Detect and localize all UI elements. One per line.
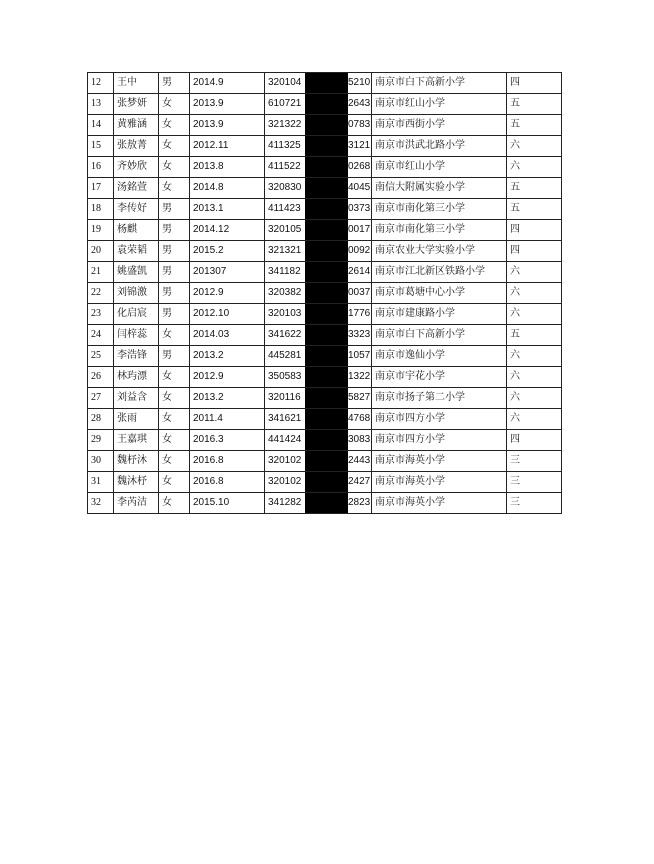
school-name: 南京市宇花小学	[372, 367, 507, 388]
id-suffix: 5827	[348, 392, 371, 403]
grade-level: 四	[507, 241, 562, 262]
school-name: 南京市南化第三小学	[372, 220, 507, 241]
enrollment-date: 201307	[190, 262, 265, 283]
school-name: 南京市红山小学	[372, 157, 507, 178]
id-number	[265, 367, 372, 388]
id-number	[265, 388, 372, 409]
enrollment-date: 2014.8	[190, 178, 265, 199]
grade-level: 六	[507, 367, 562, 388]
table-row	[88, 262, 562, 283]
row-number: 21	[88, 262, 114, 283]
student-name: 闫梓蕊	[114, 325, 159, 346]
student-gender: 男	[159, 304, 190, 325]
id-prefix: 341282	[268, 497, 302, 508]
redaction-block	[305, 409, 348, 429]
grade-level: 六	[507, 157, 562, 178]
school-name: 南京市建康路小学	[372, 304, 507, 325]
grade-level: 五	[507, 325, 562, 346]
redaction-block	[305, 241, 348, 261]
enrollment-date: 2015.10	[190, 493, 265, 514]
enrollment-date: 2015.2	[190, 241, 265, 262]
id-suffix: 0017	[348, 224, 371, 235]
grade-level: 六	[507, 388, 562, 409]
id-number	[265, 199, 372, 220]
table-row	[88, 241, 562, 262]
id-prefix: 445281	[268, 350, 302, 361]
student-gender: 女	[159, 136, 190, 157]
enrollment-date: 2016.3	[190, 430, 265, 451]
enrollment-date: 2013.8	[190, 157, 265, 178]
row-number: 17	[88, 178, 114, 199]
student-gender: 男	[159, 262, 190, 283]
redaction-block	[305, 430, 348, 450]
school-name: 南京市白下高新小学	[372, 73, 507, 94]
id-suffix: 1776	[348, 308, 371, 319]
table-row	[88, 178, 562, 199]
student-gender: 男	[159, 346, 190, 367]
grade-level: 五	[507, 178, 562, 199]
id-prefix: 320102	[268, 476, 302, 487]
student-gender: 男	[159, 73, 190, 94]
student-gender: 男	[159, 199, 190, 220]
student-name: 魏杼沐	[114, 451, 159, 472]
row-number: 30	[88, 451, 114, 472]
table-row	[88, 94, 562, 115]
table-row	[88, 73, 562, 94]
school-name: 南京市扬子第二小学	[372, 388, 507, 409]
student-gender: 男	[159, 283, 190, 304]
grade-level: 六	[507, 409, 562, 430]
id-suffix: 3083	[348, 434, 371, 445]
id-number	[265, 178, 372, 199]
id-prefix: 320102	[268, 455, 302, 466]
id-suffix: 1057	[348, 350, 371, 361]
enrollment-date: 2016.8	[190, 472, 265, 493]
row-number: 14	[88, 115, 114, 136]
student-name: 刘锦激	[114, 283, 159, 304]
grade-level: 六	[507, 346, 562, 367]
student-name: 刘益含	[114, 388, 159, 409]
student-gender: 男	[159, 220, 190, 241]
school-name: 南京市葛塘中心小学	[372, 283, 507, 304]
student-gender: 女	[159, 94, 190, 115]
grade-level: 五	[507, 94, 562, 115]
id-suffix: 0268	[348, 161, 371, 172]
id-number	[265, 73, 372, 94]
row-number: 25	[88, 346, 114, 367]
grade-level: 四	[507, 430, 562, 451]
redaction-block	[305, 94, 348, 114]
grade-level: 五	[507, 199, 562, 220]
id-number	[265, 262, 372, 283]
id-prefix: 320103	[268, 308, 302, 319]
enrollment-date: 2012.10	[190, 304, 265, 325]
id-prefix: 320104	[268, 77, 302, 88]
school-name: 南京市四方小学	[372, 409, 507, 430]
roster-body	[88, 73, 562, 514]
id-number	[265, 346, 372, 367]
id-number	[265, 157, 372, 178]
enrollment-date: 2013.9	[190, 94, 265, 115]
enrollment-date: 2014.03	[190, 325, 265, 346]
grade-level: 六	[507, 262, 562, 283]
row-number: 22	[88, 283, 114, 304]
redaction-block	[305, 388, 348, 408]
redaction-block	[305, 262, 348, 282]
id-suffix: 2823	[348, 497, 371, 508]
table-row	[88, 157, 562, 178]
student-name: 齐妙欣	[114, 157, 159, 178]
student-gender: 女	[159, 157, 190, 178]
row-number: 15	[88, 136, 114, 157]
student-gender: 男	[159, 241, 190, 262]
grade-level: 四	[507, 73, 562, 94]
school-name: 南京市南化第三小学	[372, 199, 507, 220]
table-row	[88, 115, 562, 136]
table-row	[88, 451, 562, 472]
id-prefix: 341621	[268, 413, 302, 424]
student-gender: 女	[159, 367, 190, 388]
row-number: 20	[88, 241, 114, 262]
redaction-block	[305, 178, 348, 198]
table-row	[88, 409, 562, 430]
grade-level: 三	[507, 493, 562, 514]
grade-level: 五	[507, 115, 562, 136]
student-gender: 女	[159, 472, 190, 493]
table-row	[88, 325, 562, 346]
student-name: 黄雅涵	[114, 115, 159, 136]
student-name: 林玙漂	[114, 367, 159, 388]
redaction-block	[305, 346, 348, 366]
id-number	[265, 451, 372, 472]
id-number	[265, 472, 372, 493]
student-name: 王中	[114, 73, 159, 94]
school-name: 南京市西街小学	[372, 115, 507, 136]
id-suffix: 2614	[348, 266, 371, 277]
id-suffix: 2643	[348, 98, 371, 109]
id-suffix: 4768	[348, 413, 371, 424]
id-prefix: 320116	[268, 392, 301, 403]
enrollment-date: 2014.12	[190, 220, 265, 241]
id-prefix: 341182	[268, 266, 301, 277]
id-prefix: 320830	[268, 182, 302, 193]
id-suffix: 2443	[348, 455, 371, 466]
table-row	[88, 472, 562, 493]
redaction-block	[305, 283, 348, 303]
row-number: 32	[88, 493, 114, 514]
school-name: 南京市海英小学	[372, 493, 507, 514]
student-name: 张雨	[114, 409, 159, 430]
school-name: 南京市逸仙小学	[372, 346, 507, 367]
id-number	[265, 94, 372, 115]
student-gender: 女	[159, 325, 190, 346]
redaction-block	[305, 493, 348, 513]
student-gender: 女	[159, 430, 190, 451]
student-name: 汤銘萱	[114, 178, 159, 199]
school-name: 南京市海英小学	[372, 451, 507, 472]
row-number: 23	[88, 304, 114, 325]
id-suffix: 3121	[348, 140, 371, 151]
grade-level: 六	[507, 136, 562, 157]
id-number	[265, 241, 372, 262]
school-name: 南京市江北新区铁路小学	[372, 262, 507, 283]
id-number	[265, 136, 372, 157]
id-suffix: 3323	[348, 329, 371, 340]
school-name: 南京农业大学实验小学	[372, 241, 507, 262]
student-name: 张梦妍	[114, 94, 159, 115]
id-prefix: 321322	[268, 119, 302, 130]
id-prefix: 320105	[268, 224, 302, 235]
row-number: 16	[88, 157, 114, 178]
grade-level: 六	[507, 304, 562, 325]
table-row	[88, 136, 562, 157]
row-number: 31	[88, 472, 114, 493]
enrollment-date: 2012.11	[190, 136, 265, 157]
student-name: 张敖菁	[114, 136, 159, 157]
id-suffix: 1322	[348, 371, 371, 382]
student-gender: 女	[159, 493, 190, 514]
row-number: 24	[88, 325, 114, 346]
redaction-block	[305, 73, 348, 93]
row-number: 12	[88, 73, 114, 94]
redaction-block	[305, 157, 348, 177]
student-gender: 女	[159, 388, 190, 409]
student-name: 姚盛凯	[114, 262, 159, 283]
enrollment-date: 2012.9	[190, 283, 265, 304]
redaction-block	[305, 304, 348, 324]
table-row	[88, 304, 562, 325]
student-gender: 女	[159, 409, 190, 430]
school-name: 南京市四方小学	[372, 430, 507, 451]
table-row	[88, 367, 562, 388]
grade-level: 四	[507, 220, 562, 241]
student-name: 李传好	[114, 199, 159, 220]
id-number	[265, 325, 372, 346]
school-name: 南京市红山小学	[372, 94, 507, 115]
student-name: 袁荣韬	[114, 241, 159, 262]
student-name: 王嘉琪	[114, 430, 159, 451]
student-name: 魏沐杼	[114, 472, 159, 493]
table-row	[88, 220, 562, 241]
table-row	[88, 430, 562, 451]
school-name: 南京市洪武北路小学	[372, 136, 507, 157]
row-number: 13	[88, 94, 114, 115]
row-number: 29	[88, 430, 114, 451]
id-number	[265, 220, 372, 241]
redaction-block	[305, 199, 348, 219]
table-row	[88, 199, 562, 220]
id-prefix: 411423	[268, 203, 301, 214]
table-row	[88, 283, 562, 304]
enrollment-date: 2016.8	[190, 451, 265, 472]
student-name: 杨麒	[114, 220, 159, 241]
id-prefix: 411522	[268, 161, 301, 172]
id-number	[265, 409, 372, 430]
id-number	[265, 115, 372, 136]
id-prefix: 610721	[268, 98, 302, 109]
grade-level: 三	[507, 472, 562, 493]
id-prefix: 341622	[268, 329, 302, 340]
id-suffix: 4045	[348, 182, 371, 193]
table-row	[88, 388, 562, 409]
grade-level: 三	[507, 451, 562, 472]
table-row	[88, 493, 562, 514]
enrollment-date: 2012.9	[190, 367, 265, 388]
redaction-block	[305, 451, 348, 471]
student-roster-table	[87, 72, 562, 514]
row-number: 26	[88, 367, 114, 388]
enrollment-date: 2013.9	[190, 115, 265, 136]
id-number	[265, 493, 372, 514]
id-prefix: 411325	[268, 140, 301, 151]
enrollment-date: 2013.2	[190, 388, 265, 409]
redaction-block	[305, 367, 348, 387]
id-suffix: 2427	[348, 476, 371, 487]
redaction-block	[305, 136, 348, 156]
student-name: 化启宸	[114, 304, 159, 325]
enrollment-date: 2011.4	[190, 409, 265, 430]
id-number	[265, 304, 372, 325]
row-number: 28	[88, 409, 114, 430]
id-number	[265, 430, 372, 451]
table-row	[88, 346, 562, 367]
enrollment-date: 2013.2	[190, 346, 265, 367]
id-suffix: 0783	[348, 119, 371, 130]
id-prefix: 320382	[268, 287, 302, 298]
school-name: 南京市白下高新小学	[372, 325, 507, 346]
school-name: 南信大附属实验小学	[372, 178, 507, 199]
school-name: 南京市海英小学	[372, 472, 507, 493]
id-suffix: 0092	[348, 245, 371, 256]
id-number	[265, 283, 372, 304]
row-number: 18	[88, 199, 114, 220]
id-suffix: 0373	[348, 203, 371, 214]
redaction-block	[305, 325, 348, 345]
id-suffix: 0037	[348, 287, 371, 298]
enrollment-date: 2014.9	[190, 73, 265, 94]
redaction-block	[305, 115, 348, 135]
student-name: 李浩锋	[114, 346, 159, 367]
id-prefix: 321321	[268, 245, 302, 256]
student-name: 李芮洁	[114, 493, 159, 514]
grade-level: 六	[507, 283, 562, 304]
id-prefix: 350583	[268, 371, 302, 382]
id-suffix: 5210	[348, 77, 371, 88]
student-gender: 女	[159, 115, 190, 136]
enrollment-date: 2013.1	[190, 199, 265, 220]
row-number: 27	[88, 388, 114, 409]
student-gender: 女	[159, 178, 190, 199]
row-number: 19	[88, 220, 114, 241]
student-gender: 女	[159, 451, 190, 472]
redaction-block	[305, 220, 348, 240]
redaction-block	[305, 472, 348, 492]
id-prefix: 441424	[268, 434, 302, 445]
